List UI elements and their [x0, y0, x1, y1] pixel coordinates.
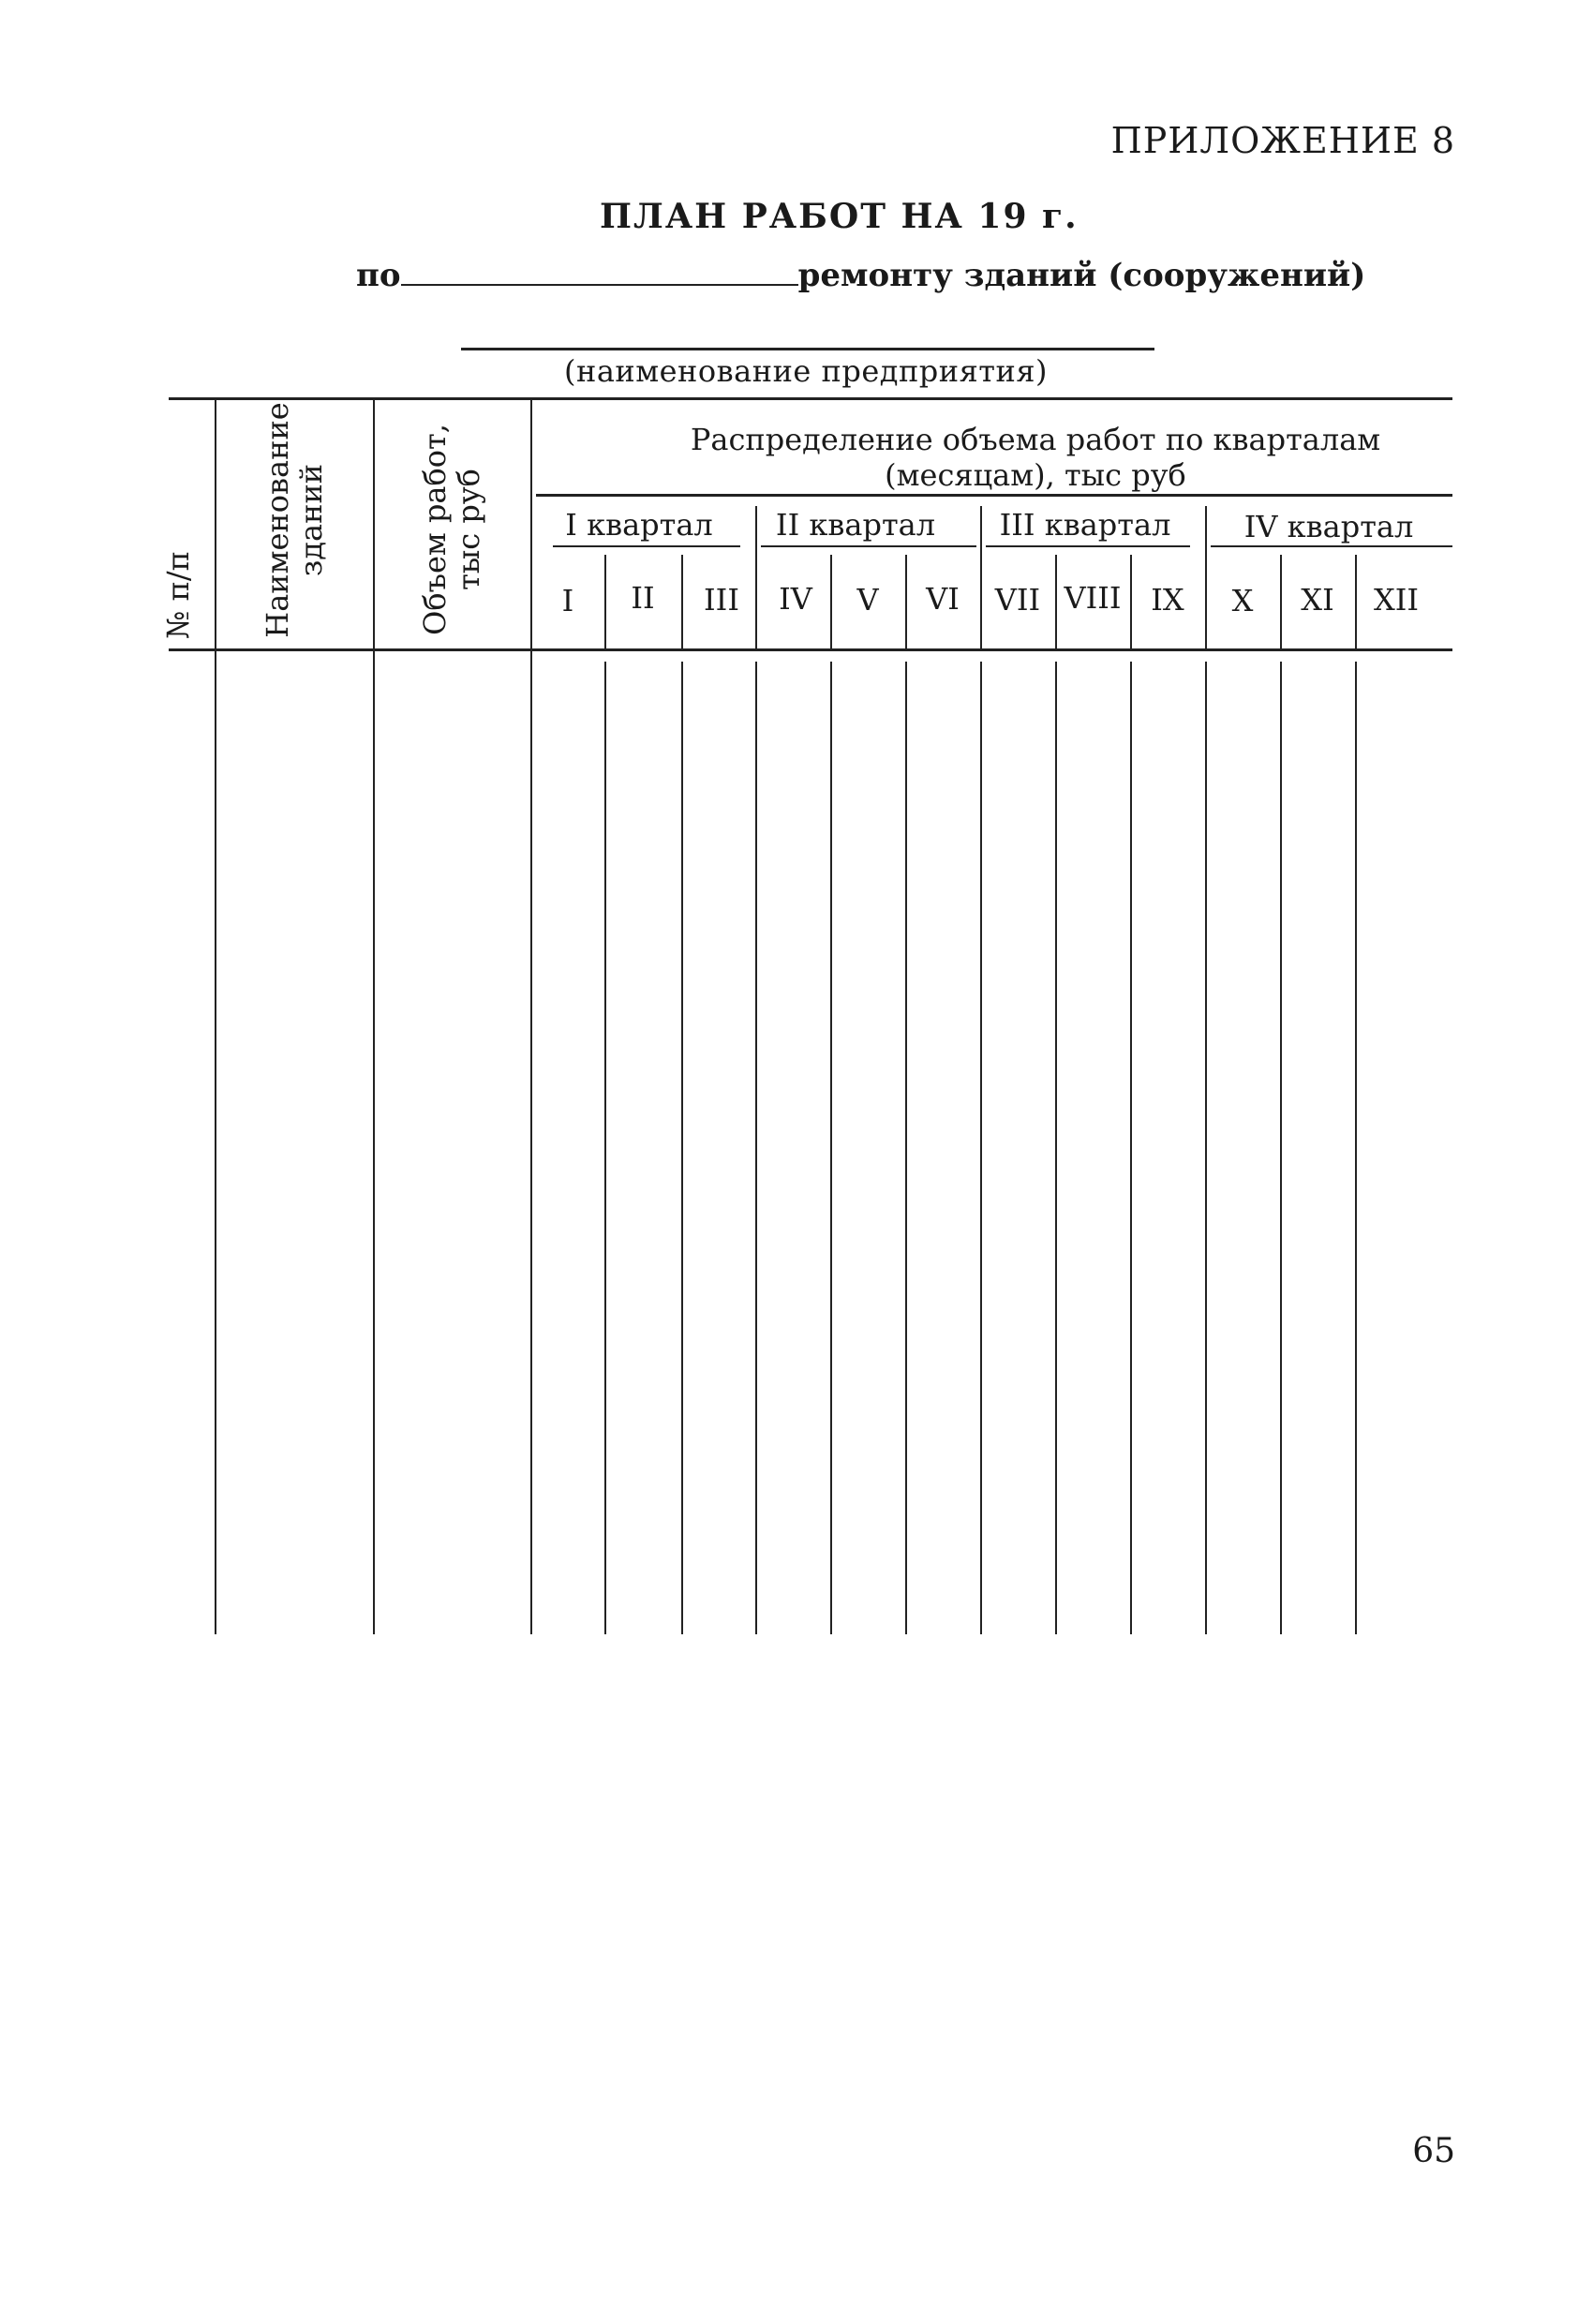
month-divider-10: [1280, 555, 1282, 648]
col-name-line-1: Наименование: [260, 402, 295, 638]
month-divider-11: [1355, 555, 1357, 648]
month-header-10: X: [1231, 583, 1254, 618]
quarter-boundary-1: [755, 506, 757, 648]
body-divider-4: [830, 662, 832, 1634]
body-divider-3: [755, 662, 757, 1634]
quarter-header-2: II квартал: [775, 507, 936, 543]
body-divider-8: [1130, 662, 1132, 1634]
quarter-header-3: III квартал: [999, 507, 1171, 543]
col-name-line-2: зданий: [293, 463, 329, 577]
month-header-8: VIII: [1064, 580, 1122, 616]
month-header-5: V: [856, 582, 879, 618]
month-header-1: I: [561, 583, 574, 618]
page-number: 65: [1412, 2132, 1455, 2170]
col-number-header: № п/п: [160, 551, 196, 639]
org-name-blank-line: [461, 348, 1154, 350]
month-header-4: IV: [779, 581, 812, 617]
body-divider-7: [1055, 662, 1057, 1634]
quarter-divider-q2: [761, 545, 976, 547]
subline-suffix: ремонту зданий (сооружений): [797, 257, 1366, 294]
body-divider-2: [681, 662, 683, 1634]
month-header-2: II: [631, 580, 655, 616]
month-divider-1: [604, 555, 606, 648]
body-divider-6: [980, 662, 982, 1634]
distribution-line-1: Распределение объема работ по кварталам: [690, 422, 1381, 457]
col-volume-header: [418, 424, 485, 635]
subtitle-line: [356, 257, 1365, 294]
distribution-line-2: (месяцам), тыс руб: [885, 457, 1186, 493]
month-header-12: XII: [1373, 582, 1420, 618]
subline-blank-field: [401, 258, 798, 286]
page-title: ПЛАН РАБОТ НА 19 г.: [600, 197, 1079, 236]
quarter-boundary-2: [980, 506, 982, 648]
month-divider-8: [1130, 555, 1132, 648]
quarter-divider-q1: [553, 545, 740, 547]
body-divider-1: [604, 662, 606, 1634]
col-volume-line-1: Объем работ,: [417, 424, 453, 635]
month-header-7: VII: [994, 582, 1041, 618]
month-divider-4: [830, 555, 832, 648]
col-name-header: [261, 402, 328, 637]
org-caption: (наименование предприятия): [564, 353, 1048, 389]
body-divider-5: [905, 662, 907, 1634]
month-divider-5: [905, 555, 907, 648]
column-divider-volume-distribution: [530, 397, 532, 1634]
column-divider-name-volume: [373, 397, 375, 1634]
col-volume-line-2: тыс руб: [451, 469, 486, 590]
quarter-header-1: I квартал: [565, 507, 713, 543]
quarter-header-4: IV квартал: [1243, 509, 1414, 544]
body-divider-10: [1280, 662, 1282, 1634]
distribution-header: [691, 422, 1380, 493]
body-divider-9: [1205, 662, 1207, 1634]
body-divider-11: [1355, 662, 1357, 1634]
month-header-11: XI: [1301, 582, 1334, 618]
month-divider-7: [1055, 555, 1057, 648]
quarter-divider-q3: [986, 545, 1190, 547]
table-header-bottom-border: [169, 648, 1452, 651]
quarter-boundary-3: [1205, 506, 1207, 648]
appendix-label: ПРИЛОЖЕНИЕ 8: [1110, 120, 1455, 161]
table-top-border: [169, 397, 1452, 400]
month-header-9: IX: [1151, 582, 1184, 618]
column-divider-number-name: [215, 397, 216, 1634]
month-divider-2: [681, 555, 683, 648]
month-header-3: III: [704, 582, 739, 618]
distribution-header-divider: [536, 494, 1452, 497]
month-header-6: VI: [926, 581, 960, 617]
subline-prefix: по: [356, 257, 401, 294]
quarter-divider-q4: [1211, 545, 1452, 547]
